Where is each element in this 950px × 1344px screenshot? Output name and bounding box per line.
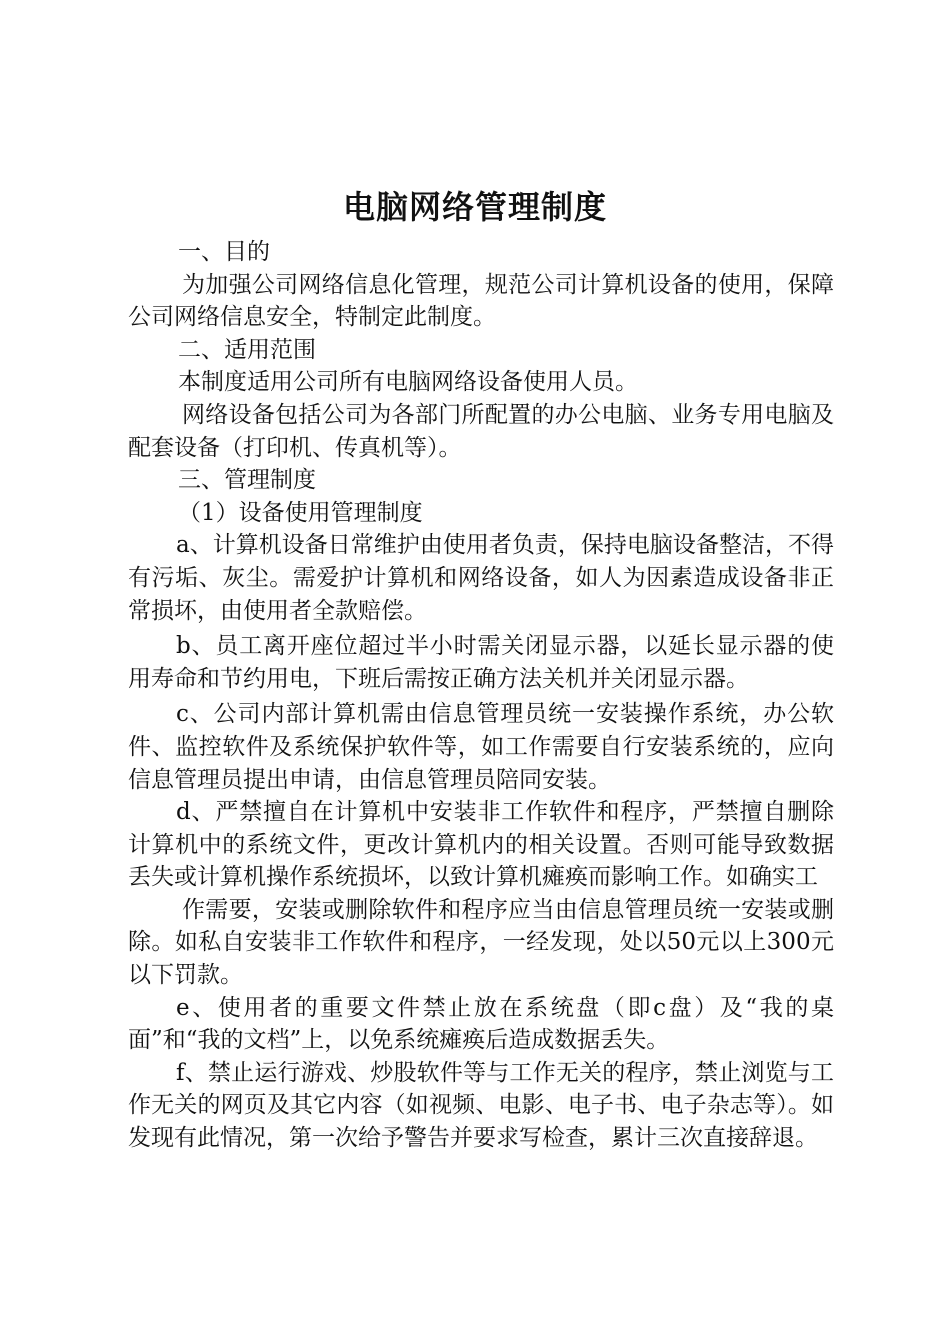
paragraph-item-a: a、计算机设备日常维护由使用者负责，保持电脑设备整洁，不得有污垢、灰尘。需爱护计算机和网络设备，如人为因素造成设备非正常损坏，由使用者全款赔偿。 [128, 532, 834, 624]
document-title: 电脑网络管理制度 [342, 188, 607, 226]
section-heading-rules: 三、管理制度 [178, 467, 316, 494]
paragraph-item-d: d、严禁擅自在计算机中安装非工作软件和程序，严禁擅自删除计算机中的系统文件，更改计算机内的相关设置。否则可能导致数据丢失或计算机操作系统损坏，以致计算机瘫痪而影响工作。如确实工 [128, 799, 834, 891]
paragraph-item-b: b、员工离开座位超过半小时需关闭显示器，以延长显示器的使用寿命和节约用电，下班后需按正确方法关机并关闭显示器。 [128, 633, 834, 692]
document-body [128, 236, 834, 1155]
paragraph-item-f: f、禁止运行游戏、炒股软件等与工作无关的程序，禁止浏览与工作无关的网页及其它内容（如视频、电影、电子书、电子杂志等）。如发现有此情况，第一次给予警告并要求写检查，累计三次直接辞退。 [128, 1059, 834, 1152]
paragraph: 为加强公司网络信息化管理，规范公司计算机设备的使用，保障公司网络信息安全，特制定此制度。 [128, 271, 834, 331]
paragraph: 网络设备包括公司为各部门所配置的办公电脑、业务专用电脑及配套设备（打印机、传真机等）。 [128, 401, 834, 461]
paragraph: 本制度适用公司所有电脑网络设备使用人员。 [178, 369, 638, 396]
paragraph-item-e: e、使用者的重要文件禁止放在系统盘（即c盘）及“我的桌面”和“我的文档”上，以免系统瘫痪后造成数据丢失。 [128, 994, 834, 1054]
section-heading-scope: 二、适用范围 [178, 336, 316, 363]
paragraph-item-c: c、公司内部计算机需由信息管理员统一安装操作系统，办公软件、监控软件及系统保护软件等，如工作需要自行安装系统的，应向信息管理员提出申请，由信息管理员陪同安装。 [128, 701, 834, 793]
paragraph-item-d-continued: 作需要，安装或删除软件和程序应当由信息管理员统一安装或删除。如私自安装非工作软件和程序，一经发现，处以50元以上300元以下罚款。 [128, 896, 834, 989]
section-heading-purpose: 一、目的 [178, 239, 270, 265]
subsection-heading: （1）设备使用管理制度 [178, 499, 423, 526]
